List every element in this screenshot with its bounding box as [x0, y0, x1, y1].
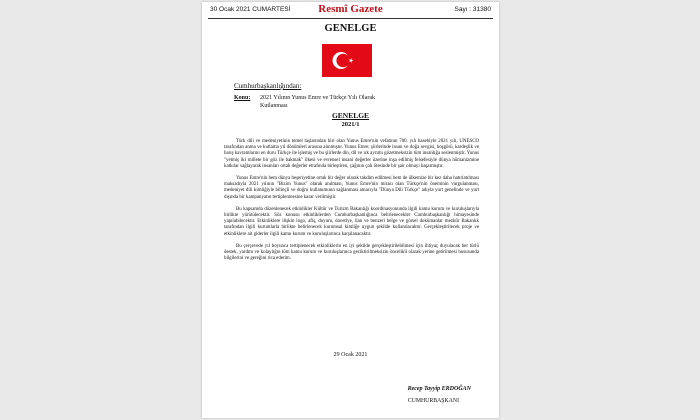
subject-block — [234, 94, 380, 110]
signer-title: CUMHURBAŞKANI — [407, 398, 459, 404]
circular-number: 2021/1 — [341, 121, 360, 128]
paragraph: Türk dili ve medeniyetinin temel taşlarından biri olan Yunus Emre'nin vefatının 700. yılı hasebiyle 2021 yılı, UNESCO tarafından anma ve kutlama yıl dönümleri arasına alınmıştır. Yunus Emre; şiirlerinde insan ve doğa sevgisi, hoşgörü, kardeşlik ve barış kavramlarını en duru Türkçe ile işlemiş ve bu şiirlerde din, dil ve ırk ayrımı gözetmeksizin tüm insanlığa seslenmiştir. Yunus "yetmiş iki millete bir göz ile bakmak" ilkesi ve evrensel insani değerler üzerine inşa edilmiş felsefesiyle dünya hümanizmine katkılar sağlayarak insanları ortak değerler etrafında birleştiren, çağının çok ötesinde bir şair olmayı başarmıştır. — [224, 139, 479, 169]
issuer-label: Cumhurbaşkanlığından: — [234, 82, 302, 90]
document-page — [202, 2, 499, 418]
paragraph: Bu kapsamda düzenlenecek etkinlikler Kültür ve Turizm Bakanlığı koordinasyonunda ilgili kamu kurum ve kuruluşlarıyla birlikte yürütülecektir. Söz konusu etkinliklerden Cumhurbaşkanlığınca belirlenecekler Cumhurbaşkanlığı himayesinde yapılabilecektir. Etkinliklere ilişkin logo, afiş, duyuru, davetiye, ilan ve benzeri belge ve görsel dokümanlar mezkûr Bakanlık tarafından ilgili kurumlarla birlikte belirlenecek kurumsal kimliğe uygun şekilde kullanılacaktır. Gerçekleştirilecek proje ve etkinliklere ait giderler ilgili kamu kurum ve kuruluşlarınca karşılanacaktır. — [224, 206, 479, 237]
subject-label: Konu: — [234, 95, 251, 101]
paragraph: Yunus Emre'nin hem dünya beşeriyetine ortak bir değer olarak takdim edilmesi hem de ülkemize bir kez daha hatırlatılması maksadıyla 2021 yılının "Bizim Yunus" olarak anılması, Yunus Emre'nin mirası olan Türkçe'nin öneminin vurgulanması, medeniyet dili kimliğiyle bilinçli ve doğru kullanımının sağlanması amacıyla "Dünya Dili Türkçe" adıyla yurt genelinde ve yurt dışında bir kampanyatın tertiplenmesine karar verilmiştir. — [224, 176, 479, 200]
gazette-title: Resmî Gazete — [318, 3, 383, 15]
turkish-flag-icon — [322, 44, 372, 77]
issue-number: Sayı : 31380 — [454, 6, 491, 13]
signature-date: 29 Ocak 2021 — [333, 352, 368, 358]
gazette-header — [208, 4, 493, 19]
circular-subtitle: GENELGE — [331, 111, 370, 120]
signer-name: Recep Tayyip ERDOĞAN — [407, 386, 471, 392]
document-body — [224, 139, 479, 268]
header-date: 30 Ocak 2021 CUMARTESİ — [210, 6, 291, 13]
subject-text: 2021 Yılının Yunus Emre ve Türkçe Yılı Olarak Kutlanması — [260, 95, 376, 109]
paragraph: Bu çerçevede yıl boyunca tertiplenecek etkinliklerin en iyi şekilde gerçekleştirilebilmesi için ihtiyaç duyulacak her türlü destek, yardım ve kolaylığın tüm kamu kurum ve kuruluşlarınca geciktirilmeksizin öncelikli olarak yerine getirilmesi hususunda bilgilerini ve gereğini rica ederim. — [224, 243, 479, 262]
document-title: GENELGE — [324, 23, 377, 34]
